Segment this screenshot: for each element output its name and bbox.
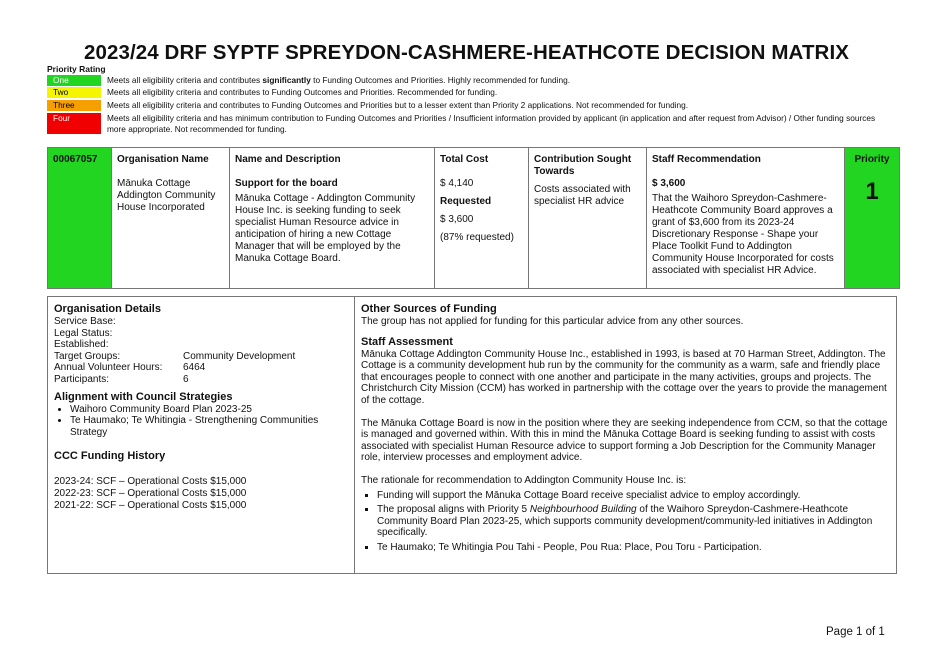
- field-service-base: Service Base:: [54, 316, 116, 327]
- assessment-paragraph-1: Mānuka Cottage Addington Community House Inc., established in 1993, is based at 70 Harman Street, Addington. The Cottage is a community development hub run by the community for the community as a warm, safe and friendly place that encourages people to connect with one another and participate in the many activities, groups and projects. The Christchurch City Mission (CCM) has worked in partnership with the cottage over the years to provide the management of the cottage.: [361, 348, 887, 406]
- field-participants: Participants: 6: [54, 373, 189, 385]
- legend-desc-two: Meets all eligibility criteria and contributes to Funding Outcomes and Priorities. Recommended for funding.: [107, 87, 498, 97]
- staff-amount: $ 3,600: [652, 178, 686, 189]
- total-cost: $ 4,140: [440, 178, 474, 189]
- legend-swatch-two: Two: [47, 87, 101, 98]
- project-description: Mānuka Cottage - Addington Community House Inc. is seeking funding to seek specialist Human Resource advice in anticipation of hiring a new Cottage Manager that will be employed by the Manuka Cottage Board.: [235, 193, 416, 264]
- organisation-header: Organisation Name: [117, 154, 209, 165]
- application-id: 00067057: [53, 154, 98, 165]
- details-table: [47, 296, 897, 574]
- rationale-intro: The rationale for recommendation to Addington Community House Inc. is:: [361, 474, 687, 486]
- rationale-item: ▪ Funding will support the Mānuka Cottage Board receive specialist advice to employ accordingly.: [377, 490, 890, 502]
- staff-recommendation-header: Staff Recommendation: [652, 154, 761, 165]
- contribution-text: Costs associated with specialist HR advice: [534, 184, 631, 207]
- funding-history-item: 2023-24: SCF – Operational Costs $15,000: [54, 476, 247, 488]
- rationale-item: ▪ Te Haumako; Te Whitingia Pou Tahi - People, Pou Rua: Place, Pou Toru - Participation.: [377, 542, 890, 554]
- legend-heading: Priority Rating: [47, 64, 106, 74]
- legend-desc-three: Meets all eligibility criteria and contributes to Funding Outcomes and Priorities but to a lesser extent than Priority 2 applications. Not recommended for funding.: [107, 100, 689, 110]
- contribution-cell: [528, 148, 646, 288]
- priority-cell: [844, 148, 899, 288]
- funding-history-item: 2022-23: SCF – Operational Costs $15,000: [54, 487, 247, 499]
- funding-history-item: 2021-22: SCF – Operational Costs $15,000: [54, 499, 247, 511]
- name-description-header: Name and Description: [235, 154, 341, 165]
- organisation-details-panel: [48, 297, 355, 573]
- assessment-panel: [355, 297, 896, 573]
- funding-history-heading: CCC Funding History: [54, 450, 166, 463]
- organisation-name: Mānuka Cottage Addington Community House Incorporated: [117, 178, 216, 213]
- organisation-cell: [111, 148, 229, 288]
- requested-amount: $ 3,600: [440, 214, 474, 225]
- application-id-cell: [48, 148, 111, 288]
- legend-desc-one: Meets all eligibility criteria and contributes significantly to Funding Outcomes and Priorities. Highly recommended for funding.: [107, 75, 571, 85]
- legend-swatch-three: Three: [47, 100, 101, 111]
- rationale-list: [361, 490, 890, 554]
- name-description-cell: [229, 148, 434, 288]
- contribution-header: Contribution Sought Towards: [534, 154, 632, 177]
- field-established: Established:: [54, 339, 109, 351]
- field-target-groups: Target Groups: Community Development: [54, 350, 296, 362]
- rationale-item: ▪ The proposal aligns with Priority 5 Neighbourhood Building of the Waihoro Spreydon-Cashmere-Heathcote Community Board Plan 2023-25, which supports community development/community-led initiatives in Addington specifically.: [377, 504, 890, 539]
- staff-recommendation-text: That the Waihoro Spreydon-Cashmere-Heathcote Community Board approves a grant of $3,600 from its 2023-24 Discretionary Response - Shape your Place Toolkit Fund to Addington Community House Incorporated for costs associated with specialist HR Advice.: [652, 193, 834, 276]
- staff-recommendation-cell: [646, 148, 844, 288]
- legend-swatch-four: Four: [47, 113, 101, 134]
- page-number: Page 1 of 1: [826, 626, 885, 638]
- summary-table: [47, 147, 900, 289]
- other-funding-text: The group has not applied for funding for this particular advice from any other sources.: [361, 316, 744, 327]
- other-funding-heading: Other Sources of Funding: [361, 303, 497, 315]
- assessment-paragraph-2: The Mānuka Cottage Board is now in the position where they are seeking independence from CCM, so that the cottage is managed and governed within. With this in mind the Mānuka Cottage Board is seeking funding to assist with costs associated with specialist Human Resource advice to support forming a Job Description for the Community Manager role, interview processes and employment advice.: [361, 417, 888, 464]
- project-name: Support for the board: [235, 178, 338, 189]
- page-title: 2023/24 DRF SYPTF SPREYDON-CASHMERE-HEATHCOTE DECISION MATRIX: [83, 41, 850, 64]
- priority-header: Priority: [854, 154, 890, 165]
- field-legal-status: Legal Status:: [54, 327, 113, 339]
- organisation-details-heading: Organisation Details: [54, 303, 161, 315]
- requested-label: Requested: [440, 196, 492, 207]
- field-volunteer-hours: Annual Volunteer Hours: 6464: [54, 362, 206, 374]
- total-cost-header: Total Cost: [440, 154, 489, 165]
- alignment-item: • Te Haumako; Te Whitingia - Strengthening Communities Strategy: [70, 415, 348, 438]
- legend-desc-four: Meets all eligibility criteria and has minimum contribution to Funding Outcomes and Priorities / Insufficient information provided by applicant (in application and after request from Advisor) / Other funding sources more appropriate. Not recommended for funding.: [107, 113, 876, 134]
- alignment-heading: Alignment with Council Strategies: [54, 390, 233, 403]
- alignment-list: [54, 404, 348, 439]
- funding-history-list: [54, 476, 348, 511]
- staff-assessment-heading: Staff Assessment: [361, 335, 453, 348]
- requested-percent: (87% requested): [440, 232, 514, 243]
- legend-swatch-one: One: [47, 75, 101, 86]
- alignment-item: • Waihoro Community Board Plan 2023-25: [70, 404, 348, 416]
- total-cost-cell: [434, 148, 528, 288]
- priority-value: 1: [865, 178, 879, 205]
